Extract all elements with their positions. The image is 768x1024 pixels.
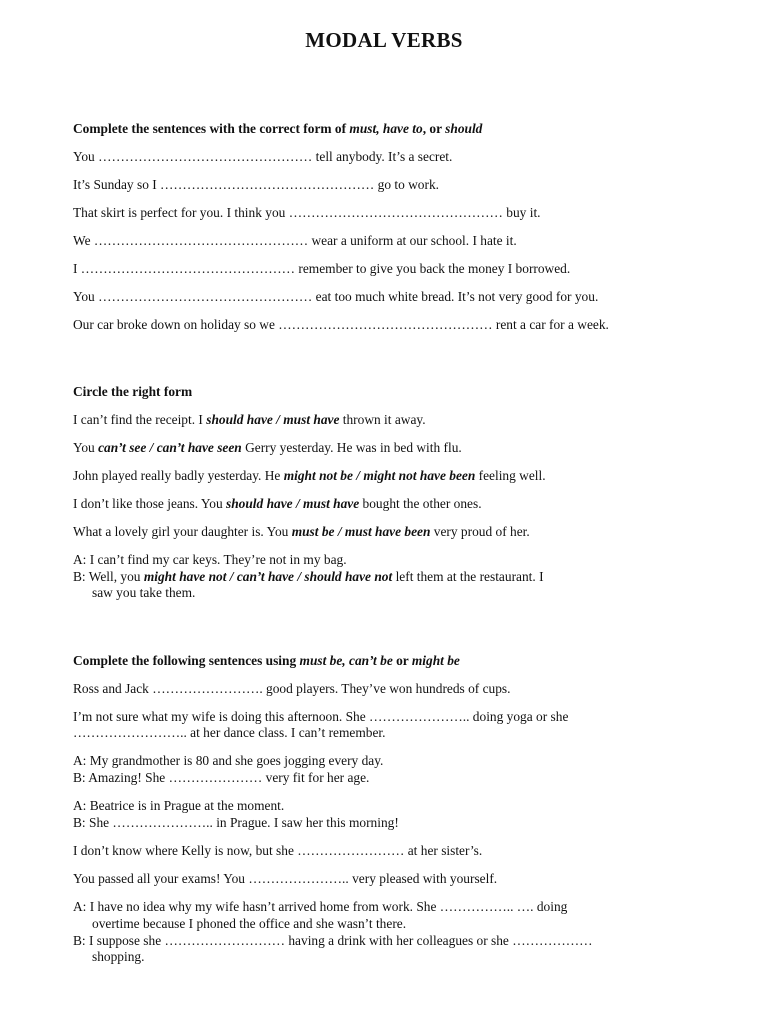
dialogue-line: shopping. (92, 949, 145, 964)
sentence-text: I can’t find the receipt. I (73, 412, 207, 427)
sentence-text: John played really badly yesterday. He (73, 468, 284, 483)
sentence-text: You (73, 440, 99, 455)
sentence-text: What a lovely girl your daughter is. You (73, 524, 292, 539)
section3-heading-might: might be (411, 653, 460, 668)
dialogue-line (73, 568, 544, 585)
sentence: Our car broke down on holiday so we ………………………………………… rent a car for a week. (73, 317, 609, 332)
choice-options: might not be / might not have been (283, 468, 476, 483)
sentence: I’m not sure what my wife is doing this afternoon. She ………………….. doing yoga or she (73, 709, 569, 724)
page-title: MODAL VERBS (305, 28, 463, 52)
section3-heading-verbs: must be, can’t be (299, 653, 393, 668)
sentence: You passed all your exams! You ………………….. very pleased with yourself. (73, 871, 498, 886)
sentence: You ………………………………………… tell anybody. It’s a secret. (73, 149, 453, 164)
dialogue-line: A: I can’t find my car keys. They’re not in my bag. (73, 552, 347, 567)
dialogue-line: B: I suppose she ……………………… having a drink with her colleagues or she ……………… (73, 933, 593, 948)
dialogue-line: A: Beatrice is in Prague at the moment. (73, 798, 285, 813)
sentence: Ross and Jack ……………………. good players. They’ve won hundreds of cups. (73, 681, 511, 696)
sentence-text: bought the other ones. (359, 496, 482, 511)
sentence: It’s Sunday so I ………………………………………… go to work. (73, 177, 440, 192)
sentence: I ………………………………………… remember to give you back the money I borrowed. (73, 261, 571, 276)
section2-heading: Circle the right form (73, 384, 193, 399)
choice-options: must be / must have been (291, 524, 431, 539)
section1-heading (73, 120, 482, 137)
sentence-text: left them at the restaurant. I (392, 569, 544, 584)
choice-options: can’t see / can’t have seen (98, 440, 242, 455)
sentence-text: I don’t like those jeans. You (73, 496, 226, 511)
section3-heading-or: or (392, 653, 412, 668)
sentence-text: B: Well, you (73, 569, 144, 584)
sentence-text: very proud of her. (430, 524, 530, 539)
sentence (73, 523, 530, 540)
section3-heading (73, 652, 460, 669)
choice-options: should have / must have (206, 412, 340, 427)
section1-heading-verbs: must, have to (349, 121, 423, 136)
section3-heading-text: Complete the following sentences using (73, 653, 300, 668)
dialogue-line: A: I have no idea why my wife hasn’t arrived home from work. She …………….. …. doing (73, 899, 568, 914)
section1-heading-or: , or (422, 121, 446, 136)
sentence-text: thrown it away. (339, 412, 426, 427)
choice-options: might have not / can’t have / should have not (143, 569, 393, 584)
sentence (73, 439, 462, 456)
sentence-text: Gerry yesterday. He was in bed with flu. (241, 440, 462, 455)
sentence: I don’t know where Kelly is now, but she …………………… at her sister’s. (73, 843, 483, 858)
dialogue-line: B: She ………………….. in Prague. I saw her this morning! (73, 815, 399, 830)
sentence: We ………………………………………… wear a uniform at our school. I hate it. (73, 233, 517, 248)
sentence: You ………………………………………… eat too much white bread. It’s not very good for you. (73, 289, 599, 304)
section1-heading-text: Complete the sentences with the correct form of (73, 121, 350, 136)
choice-options: should have / must have (226, 496, 360, 511)
sentence (73, 495, 482, 512)
dialogue-line: saw you take them. (92, 585, 196, 600)
dialogue-line: B: Amazing! She ………………… very fit for her age. (73, 770, 370, 785)
sentence: That skirt is perfect for you. I think you ………………………………………… buy it. (73, 205, 541, 220)
section1-heading-should: should (445, 121, 483, 136)
sentence-text: feeling well. (475, 468, 546, 483)
dialogue-line: A: My grandmother is 80 and she goes jogging every day. (73, 753, 384, 768)
sentence: …………………….. at her dance class. I can’t remember. (73, 725, 386, 740)
dialogue-line: overtime because I phoned the office and she wasn’t there. (92, 916, 407, 931)
sentence (73, 411, 426, 428)
sentence (73, 467, 546, 484)
